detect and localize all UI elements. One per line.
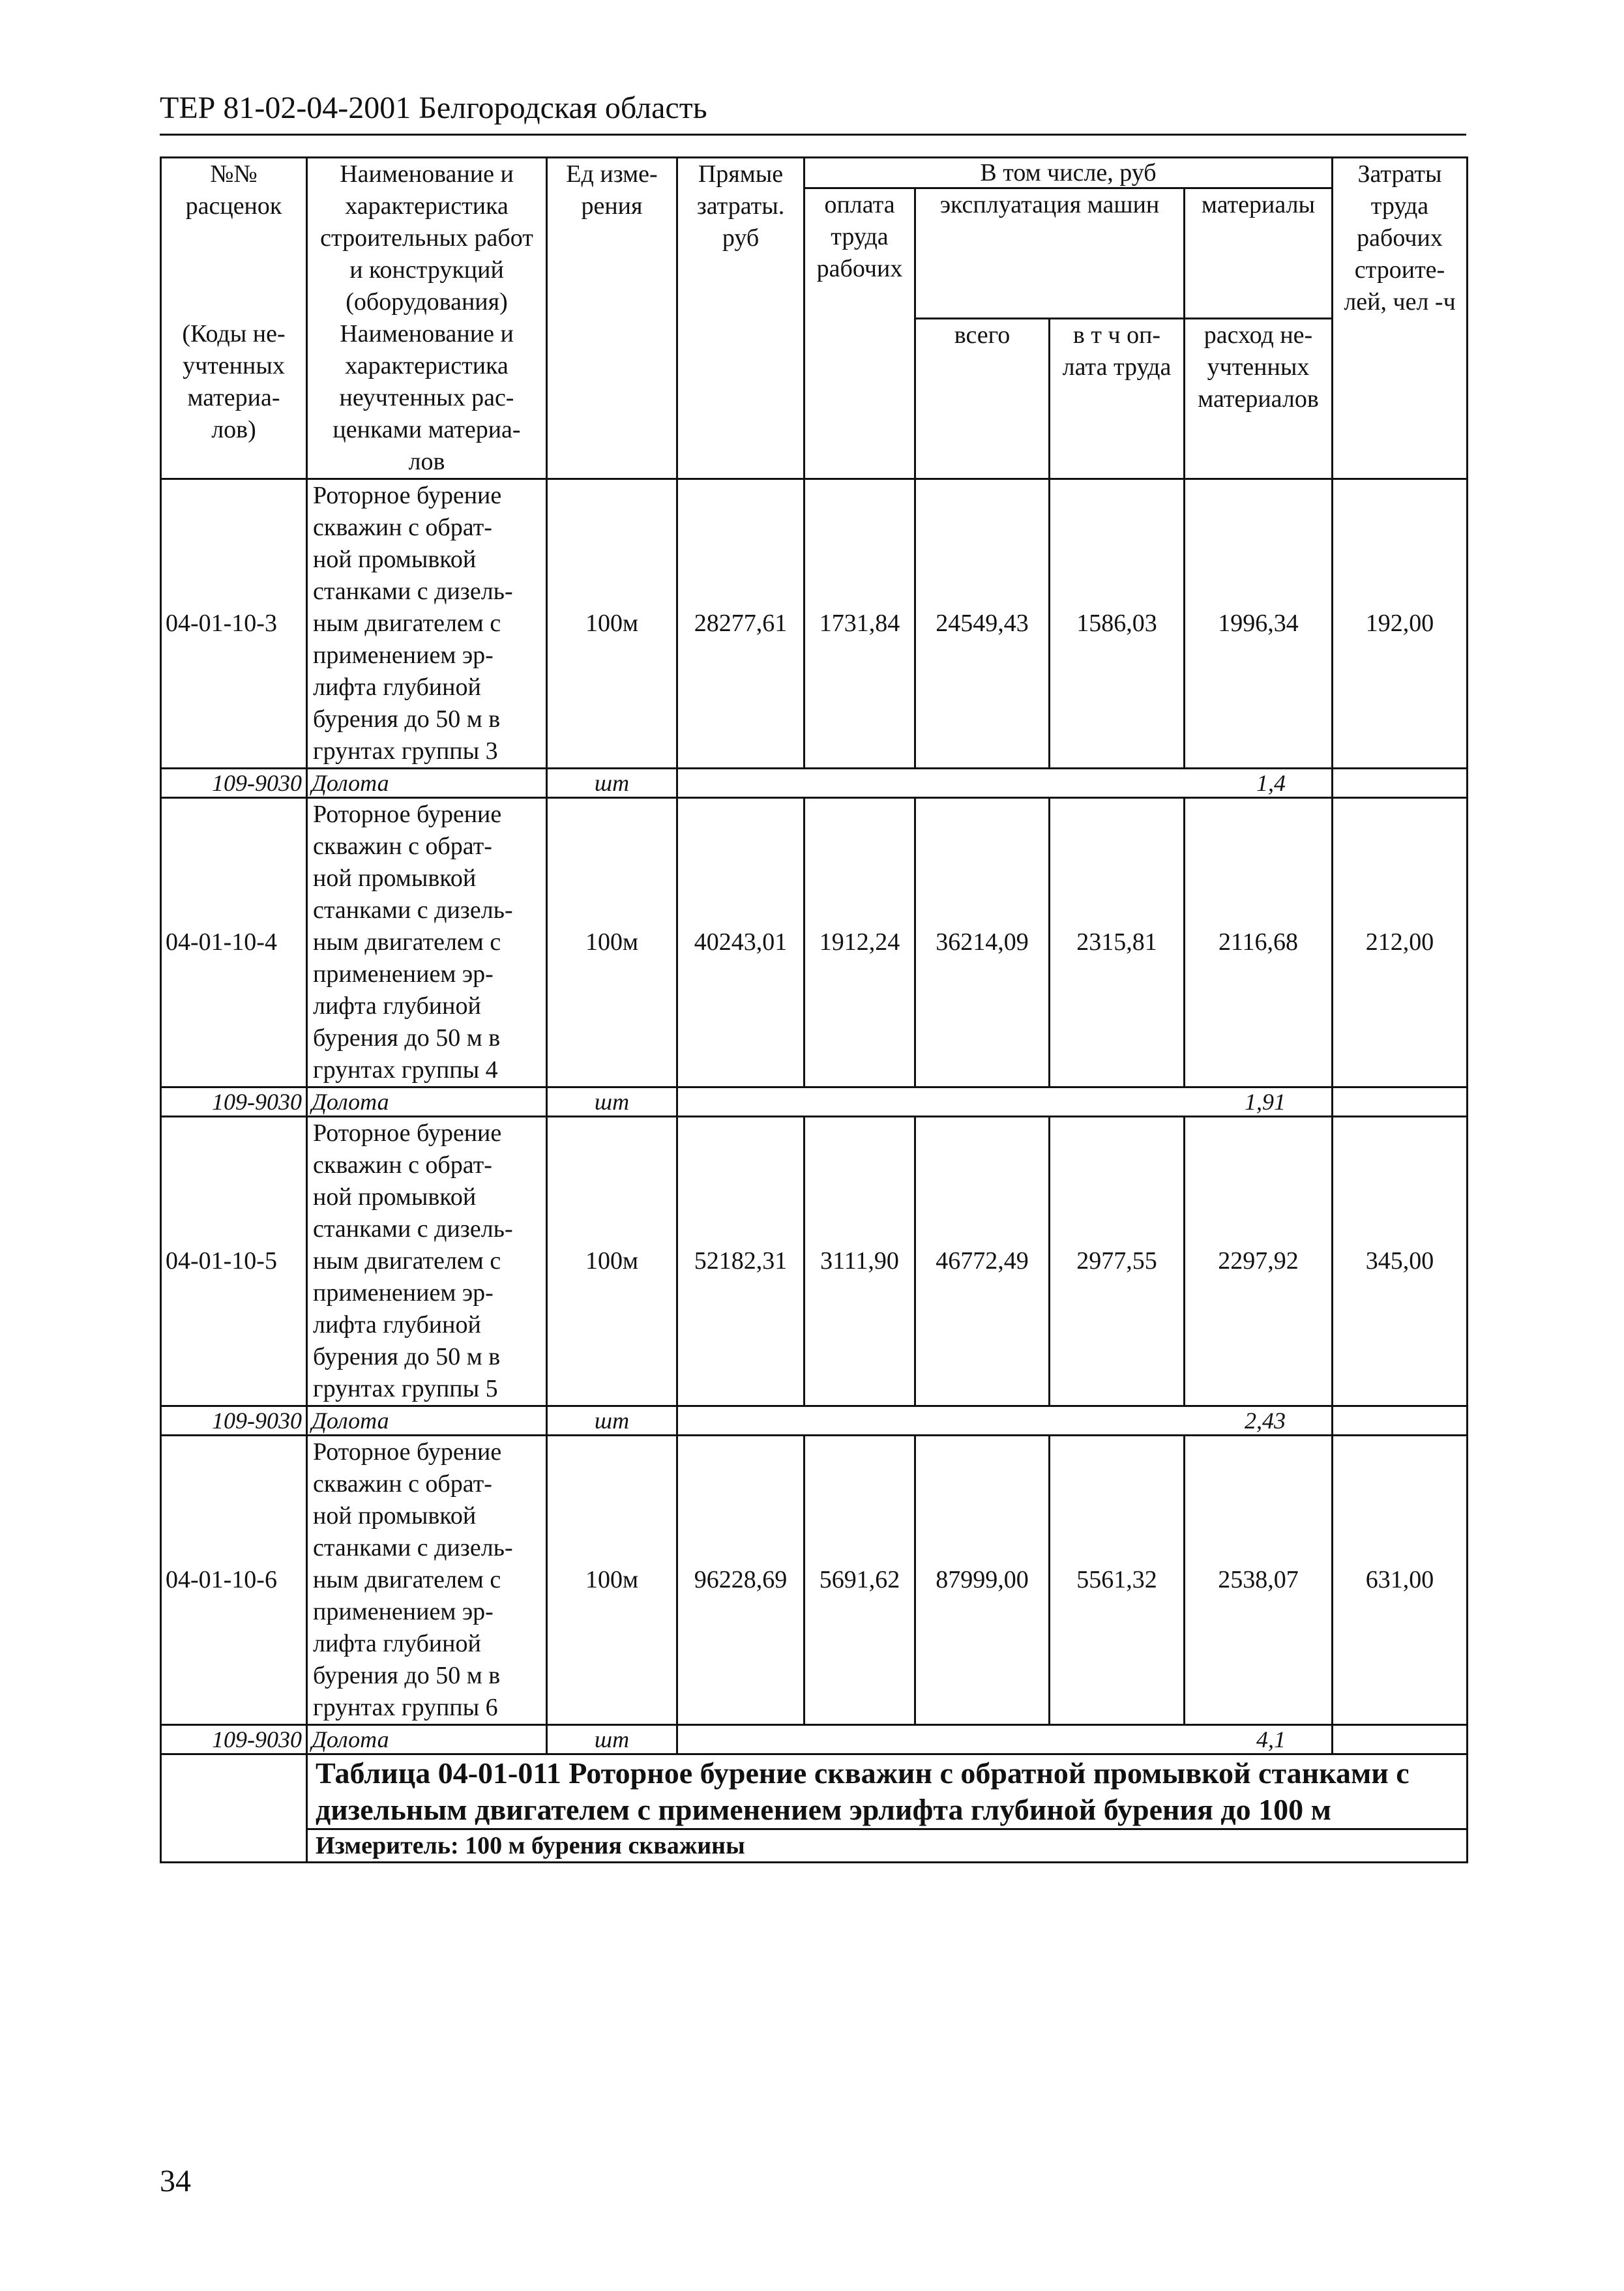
rate-unit: 100м [547, 479, 677, 769]
rate-name-line: скважин с обрат- [313, 1470, 492, 1498]
rate-name-line: ным двигателем с [313, 928, 501, 956]
rate-materials: 2538,07 [1185, 1436, 1333, 1725]
rate-name [307, 798, 547, 1087]
rate-direct: 40243,01 [677, 798, 805, 1087]
rate-name-line: ной промывкой [313, 546, 477, 573]
col-unit-header: Ед изме- рения [547, 158, 677, 479]
rate-machines-wages: 2315,81 [1050, 798, 1185, 1087]
rate-name-line: грунтах группы 5 [313, 1375, 498, 1402]
material-name: Долота [307, 769, 547, 798]
rate-name-line: станками с дизель- [313, 578, 513, 605]
rate-materials: 2116,68 [1185, 798, 1333, 1087]
material-empty-cell [1333, 1087, 1468, 1117]
rate-name-line: применением эр- [313, 642, 494, 669]
material-unit: шт [547, 1406, 677, 1436]
rate-name-line: лифта глубиной [313, 1311, 481, 1338]
rate-name-line: применением эр- [313, 960, 494, 988]
material-code: 109-9030 [161, 769, 307, 798]
rates-table [160, 156, 1468, 1863]
next-table-measure: Измеритель: 100 м бурения скважины [307, 1829, 1468, 1863]
rate-name-line: скважин с обрат- [313, 1151, 492, 1179]
rate-name-line: скважин с обрат- [313, 514, 492, 541]
rate-name-line: ной промывкой [313, 1183, 477, 1211]
rate-direct: 52182,31 [677, 1117, 805, 1406]
next-table-measure-row [161, 1829, 1468, 1863]
rate-name-line: станками с дизель- [313, 1215, 513, 1243]
col-materials-sub-header: расход не- учтенных материалов [1185, 318, 1333, 479]
rate-name-line: применением эр- [313, 1598, 494, 1625]
material-unit: шт [547, 1087, 677, 1117]
rate-wages: 5691,62 [805, 1436, 915, 1725]
rate-machines-wages: 5561,32 [1050, 1436, 1185, 1725]
next-table-empty-cell [161, 1754, 307, 1863]
page-header: ТЕР 81-02-04-2001 Белгородская область [160, 91, 707, 125]
rate-materials: 2297,92 [1185, 1117, 1333, 1406]
rate-name-line: Роторное бурение [313, 482, 502, 509]
rate-row [161, 798, 1468, 1087]
rate-machines-total: 46772,49 [915, 1117, 1050, 1406]
rate-name-line: бурения до 50 м в [313, 1024, 501, 1052]
col-name-subheader: Наименование и характеристика неучтенных рас- ценками материа- лов [307, 318, 547, 479]
header-rule [160, 134, 1466, 136]
next-table-title-row [161, 1754, 1468, 1829]
rate-name-line: лифта глубиной [313, 673, 481, 701]
rate-unit: 100м [547, 1436, 677, 1725]
rate-name-line: грунтах группы 4 [313, 1056, 498, 1084]
rate-name-line: бурения до 50 м в [313, 705, 501, 733]
rate-code: 04-01-10-4 [161, 798, 307, 1087]
rate-labor: 192,00 [1333, 479, 1468, 769]
header-row-1 [161, 158, 1468, 188]
rate-name-line: ным двигателем с [313, 1247, 501, 1275]
rate-wages: 3111,90 [805, 1117, 915, 1406]
rate-wages: 1731,84 [805, 479, 915, 769]
material-empty-cell [1333, 769, 1468, 798]
material-row [161, 1406, 1468, 1436]
rate-name-line: ным двигателем с [313, 610, 501, 637]
rate-name-line: скважин с обрат- [313, 833, 492, 860]
rate-name-line: Роторное бурение [313, 1119, 502, 1147]
material-qty: 1,91 [677, 1087, 1333, 1117]
rate-machines-total: 87999,00 [915, 1436, 1050, 1725]
rate-labor: 631,00 [1333, 1436, 1468, 1725]
col-machines-wages-header: в т ч оп- лата труда [1050, 318, 1185, 479]
material-qty: 4,1 [677, 1725, 1333, 1754]
rate-labor: 345,00 [1333, 1117, 1468, 1406]
rate-name-line: грунтах группы 6 [313, 1694, 498, 1721]
col-code-subheader: (Коды не- учтенных материа- лов) [161, 318, 307, 479]
material-qty: 2,43 [677, 1406, 1333, 1436]
col-materials-header: материалы [1185, 188, 1333, 319]
rate-materials: 1996,34 [1185, 479, 1333, 769]
rate-name [307, 479, 547, 769]
rate-name-line: Роторное бурение [313, 1438, 502, 1466]
rate-name-line: Роторное бурение [313, 801, 502, 828]
col-code-header: №№ расценок [161, 158, 307, 319]
col-including-header: В том числе, руб [805, 158, 1333, 188]
rate-machines-wages: 2977,55 [1050, 1117, 1185, 1406]
rate-direct: 28277,61 [677, 479, 805, 769]
rate-name [307, 1117, 547, 1406]
rate-name-line: грунтах группы 3 [313, 737, 498, 765]
rate-name [307, 1436, 547, 1725]
col-wages-header: оплата труда рабочих [805, 188, 915, 479]
col-machines-header: эксплуатация машин [915, 188, 1185, 319]
col-direct-header: Прямые затраты. руб [677, 158, 805, 479]
rate-name-line: применением эр- [313, 1279, 494, 1307]
material-empty-cell [1333, 1725, 1468, 1754]
rate-name-line: станками с дизель- [313, 1534, 513, 1561]
material-name: Долота [307, 1406, 547, 1436]
rate-unit: 100м [547, 798, 677, 1087]
material-name: Долота [307, 1725, 547, 1754]
rate-row [161, 1117, 1468, 1406]
rate-code: 04-01-10-6 [161, 1436, 307, 1725]
rate-machines-total: 36214,09 [915, 798, 1050, 1087]
material-code: 109-9030 [161, 1087, 307, 1117]
rate-name-line: лифта глубиной [313, 992, 481, 1020]
material-unit: шт [547, 1725, 677, 1754]
material-row [161, 1087, 1468, 1117]
material-name: Долота [307, 1087, 547, 1117]
material-qty: 1,4 [677, 769, 1333, 798]
next-table-title: Таблица 04-01-011 Роторное бурение скважин с обратной промывкой станками с дизельным двигателем с применением эрлифта глубиной бурения до 100 м [307, 1754, 1468, 1829]
rate-name-line: бурения до 50 м в [313, 1343, 501, 1370]
rate-code: 04-01-10-3 [161, 479, 307, 769]
material-code: 109-9030 [161, 1406, 307, 1436]
rate-name-line: бурения до 50 м в [313, 1662, 501, 1689]
rate-machines-total: 24549,43 [915, 479, 1050, 769]
rate-row [161, 1436, 1468, 1725]
page-number: 34 [160, 2164, 191, 2198]
rate-wages: 1912,24 [805, 798, 915, 1087]
material-code: 109-9030 [161, 1725, 307, 1754]
rate-name-line: ной промывкой [313, 865, 477, 892]
rate-name-line: станками с дизель- [313, 896, 513, 924]
col-labor-header: Затраты труда рабочих строите- лей, чел -ч [1333, 158, 1468, 479]
rate-labor: 212,00 [1333, 798, 1468, 1087]
material-empty-cell [1333, 1406, 1468, 1436]
rate-machines-wages: 1586,03 [1050, 479, 1185, 769]
rate-direct: 96228,69 [677, 1436, 805, 1725]
rate-name-line: лифта глубиной [313, 1630, 481, 1657]
rate-unit: 100м [547, 1117, 677, 1406]
rate-row [161, 479, 1468, 769]
material-row [161, 1725, 1468, 1754]
col-name-header: Наименование и характеристика строительных работ и конструкций (оборудования) [307, 158, 547, 319]
rate-name-line: ным двигателем с [313, 1566, 501, 1593]
rate-name-line: ной промывкой [313, 1502, 477, 1530]
rate-code: 04-01-10-5 [161, 1117, 307, 1406]
material-unit: шт [547, 769, 677, 798]
col-machines-total-header: всего [915, 318, 1050, 479]
material-row [161, 769, 1468, 798]
